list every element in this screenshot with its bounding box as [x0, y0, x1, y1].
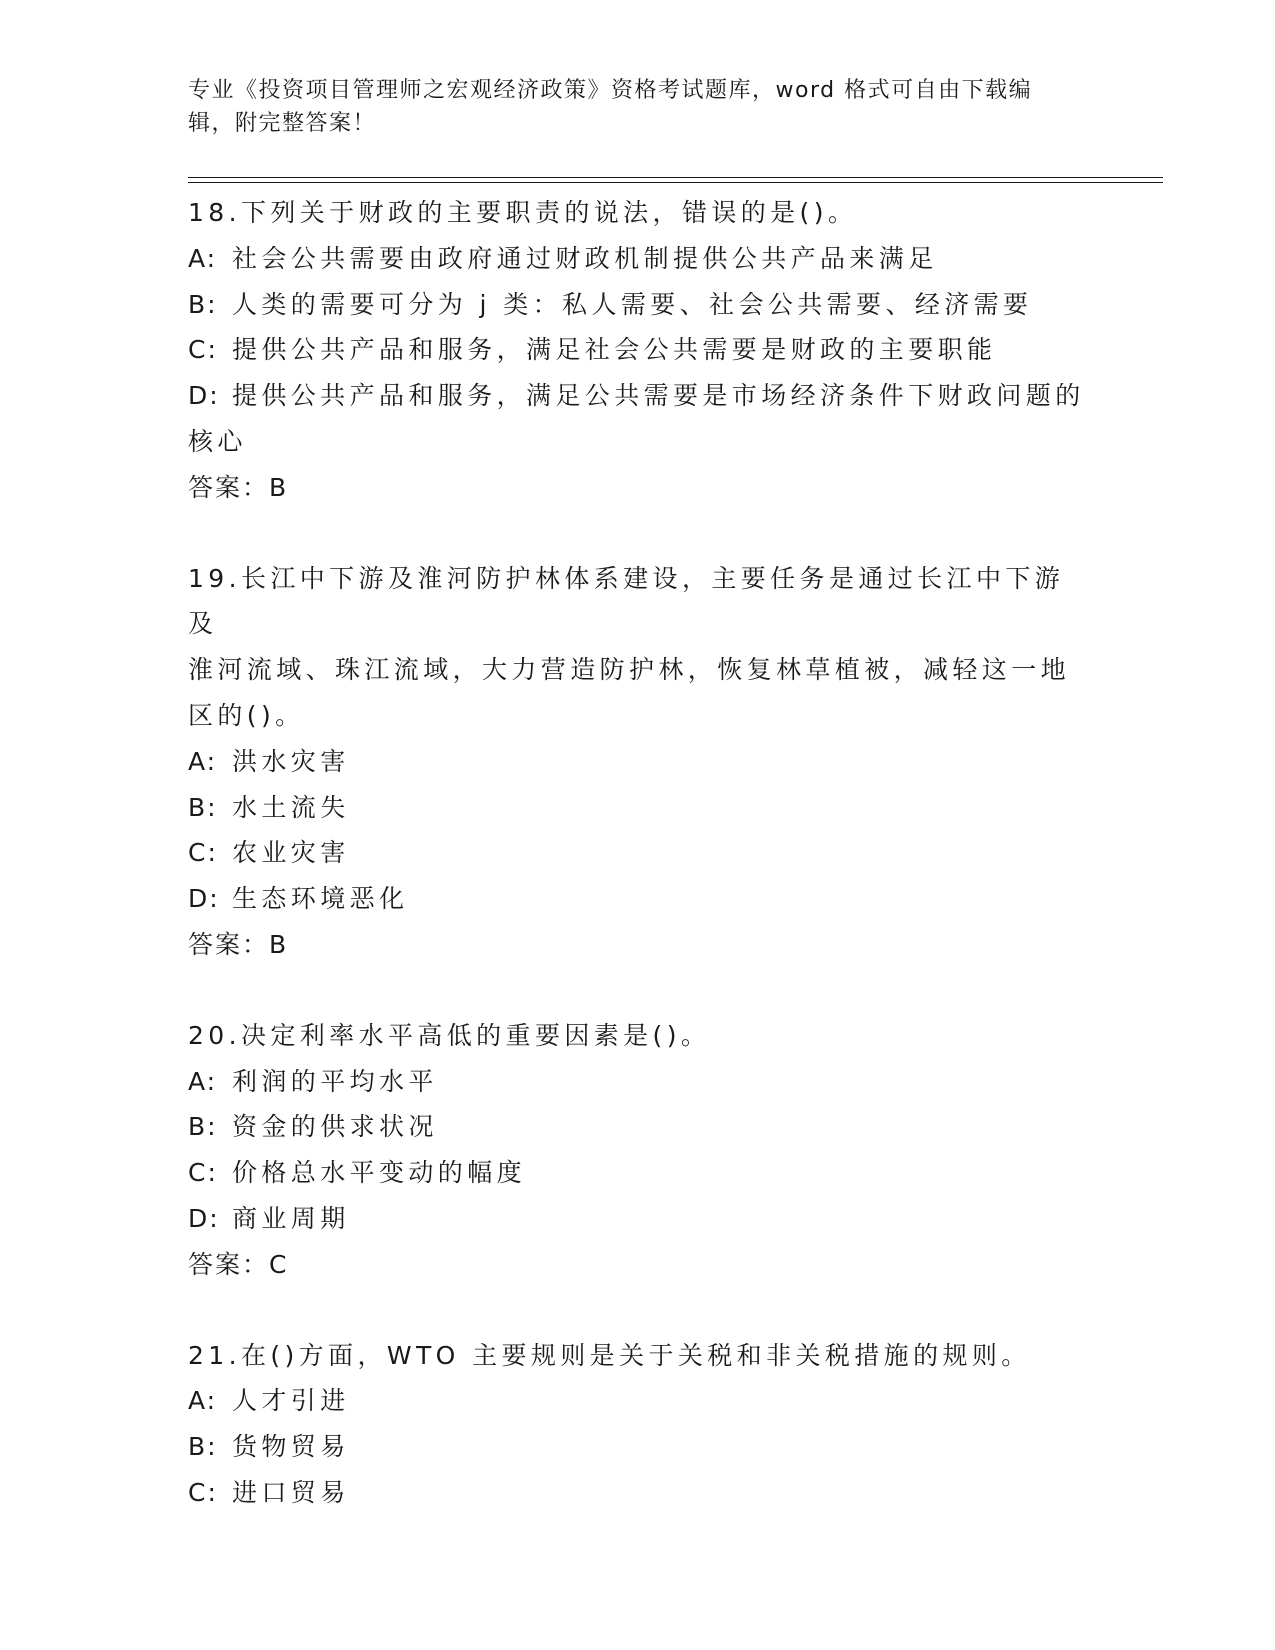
option-text: 人类的需要可分为 j 类：私人需要、社会公共需要、经济需要: [232, 289, 1033, 319]
option-key: A:: [188, 746, 218, 776]
option-key: D:: [188, 381, 220, 411]
question-stem: [188, 1013, 1088, 1059]
option-key: B:: [188, 792, 218, 822]
option-text: 人才引进: [232, 1386, 350, 1416]
answer-option: [188, 373, 1088, 465]
question-stem-line: 18.下列关于财政的主要职责的说法，错误的是()。: [188, 198, 858, 227]
answer-option-line: [188, 1424, 1088, 1470]
question-stem-line: 区的()。: [188, 700, 305, 730]
question-block: [188, 1013, 1088, 1288]
answer-option: [188, 327, 1088, 373]
answer-option-line: [188, 1378, 1088, 1424]
answer-key: 答案：B: [188, 472, 289, 502]
answer-option-line: [188, 1150, 1088, 1196]
question-block: [188, 1333, 1088, 1516]
header-line-2: 辑，附完整答案！: [188, 111, 377, 136]
question-stem-line: 19.长江中下游及淮河防护林体系建设，主要任务是通过长江中下游及: [188, 563, 1065, 639]
option-text: 生态环境恶化: [232, 884, 409, 914]
option-key: B:: [188, 1112, 218, 1142]
answer-option: [188, 739, 1088, 785]
option-key: A:: [188, 1066, 218, 1096]
answer-option-line: [188, 419, 1088, 465]
option-text: 价格总水平变动的幅度: [232, 1158, 527, 1188]
answer-option-line: [188, 1470, 1088, 1516]
answer-option-line: [188, 1196, 1088, 1242]
question-stem-line: 淮河流域、珠江流域，大力营造防护林，恢复林草植被，减轻这一地: [188, 655, 1071, 685]
question-list: [188, 190, 1088, 1561]
option-text: 提供公共产品和服务，满足公共需要是市场经济条件下财政问题的: [232, 381, 1085, 411]
option-text: 农业灾害: [232, 838, 350, 868]
option-text: 利润的平均水平: [232, 1066, 438, 1096]
answer-option: [188, 876, 1088, 922]
answer-option-line: [188, 1059, 1088, 1105]
answer-option: [188, 236, 1088, 282]
answer-option-line: [188, 830, 1088, 876]
answer-option-line: [188, 739, 1088, 785]
option-text: 社会公共需要由政府通过财政机制提供公共产品来满足: [232, 243, 938, 273]
option-text: 货物贸易: [232, 1432, 350, 1462]
answer-option-line: [188, 373, 1088, 419]
answer-key: 答案：B: [188, 929, 289, 959]
option-text: 资金的供求状况: [232, 1112, 438, 1142]
option-text: 进口贸易: [232, 1477, 350, 1507]
answer-option: [188, 1378, 1088, 1424]
option-key: D:: [188, 1203, 220, 1233]
option-key: C:: [188, 1477, 218, 1507]
answer-option-line: [188, 282, 1088, 328]
answer-option: [188, 785, 1088, 831]
option-key: C:: [188, 1158, 218, 1188]
question-stem: [188, 1333, 1088, 1379]
answer-key: 答案：C: [188, 1249, 289, 1279]
answer-option-line: [188, 236, 1088, 282]
option-text: 商业周期: [232, 1203, 350, 1233]
answer-option: [188, 830, 1088, 876]
answer-option: [188, 1059, 1088, 1105]
option-key: C:: [188, 335, 218, 365]
header-divider-top: [188, 177, 1163, 178]
option-key: A:: [188, 1386, 218, 1416]
answer-option: [188, 1470, 1088, 1516]
option-text: 核心: [188, 426, 247, 456]
option-key: D:: [188, 884, 220, 914]
option-key: B:: [188, 289, 218, 319]
answer-option: [188, 1196, 1088, 1242]
document-header: [188, 74, 1088, 140]
question-stem-line: 20.决定利率水平高低的重要因素是()。: [188, 1020, 711, 1050]
option-text: 水土流失: [232, 792, 350, 822]
answer-option: [188, 1150, 1088, 1196]
answer-option-line: [188, 876, 1088, 922]
answer-option-line: [188, 1104, 1088, 1150]
answer-option: [188, 1424, 1088, 1470]
question-stem-line: 21.在()方面，WTO 主要规则是关于关税和非关税措施的规则。: [188, 1340, 1031, 1370]
answer-option: [188, 282, 1088, 328]
option-text: 洪水灾害: [232, 746, 350, 776]
answer-option-line: [188, 327, 1088, 373]
option-key: C:: [188, 838, 218, 868]
option-key: B:: [188, 1432, 218, 1462]
header-divider-bottom: [188, 182, 1163, 183]
answer-option-line: [188, 785, 1088, 831]
question-stem: [188, 190, 1088, 236]
question-stem: [188, 556, 1088, 739]
option-text: 提供公共产品和服务，满足社会公共需要是财政的主要职能: [232, 335, 997, 365]
question-block: [188, 556, 1088, 968]
header-line-1: 专业《投资项目管理师之宏观经济政策》资格考试题库，word 格式可自由下载编: [188, 78, 1033, 103]
option-key: A:: [188, 243, 218, 273]
answer-option: [188, 1104, 1088, 1150]
question-block: [188, 190, 1088, 511]
